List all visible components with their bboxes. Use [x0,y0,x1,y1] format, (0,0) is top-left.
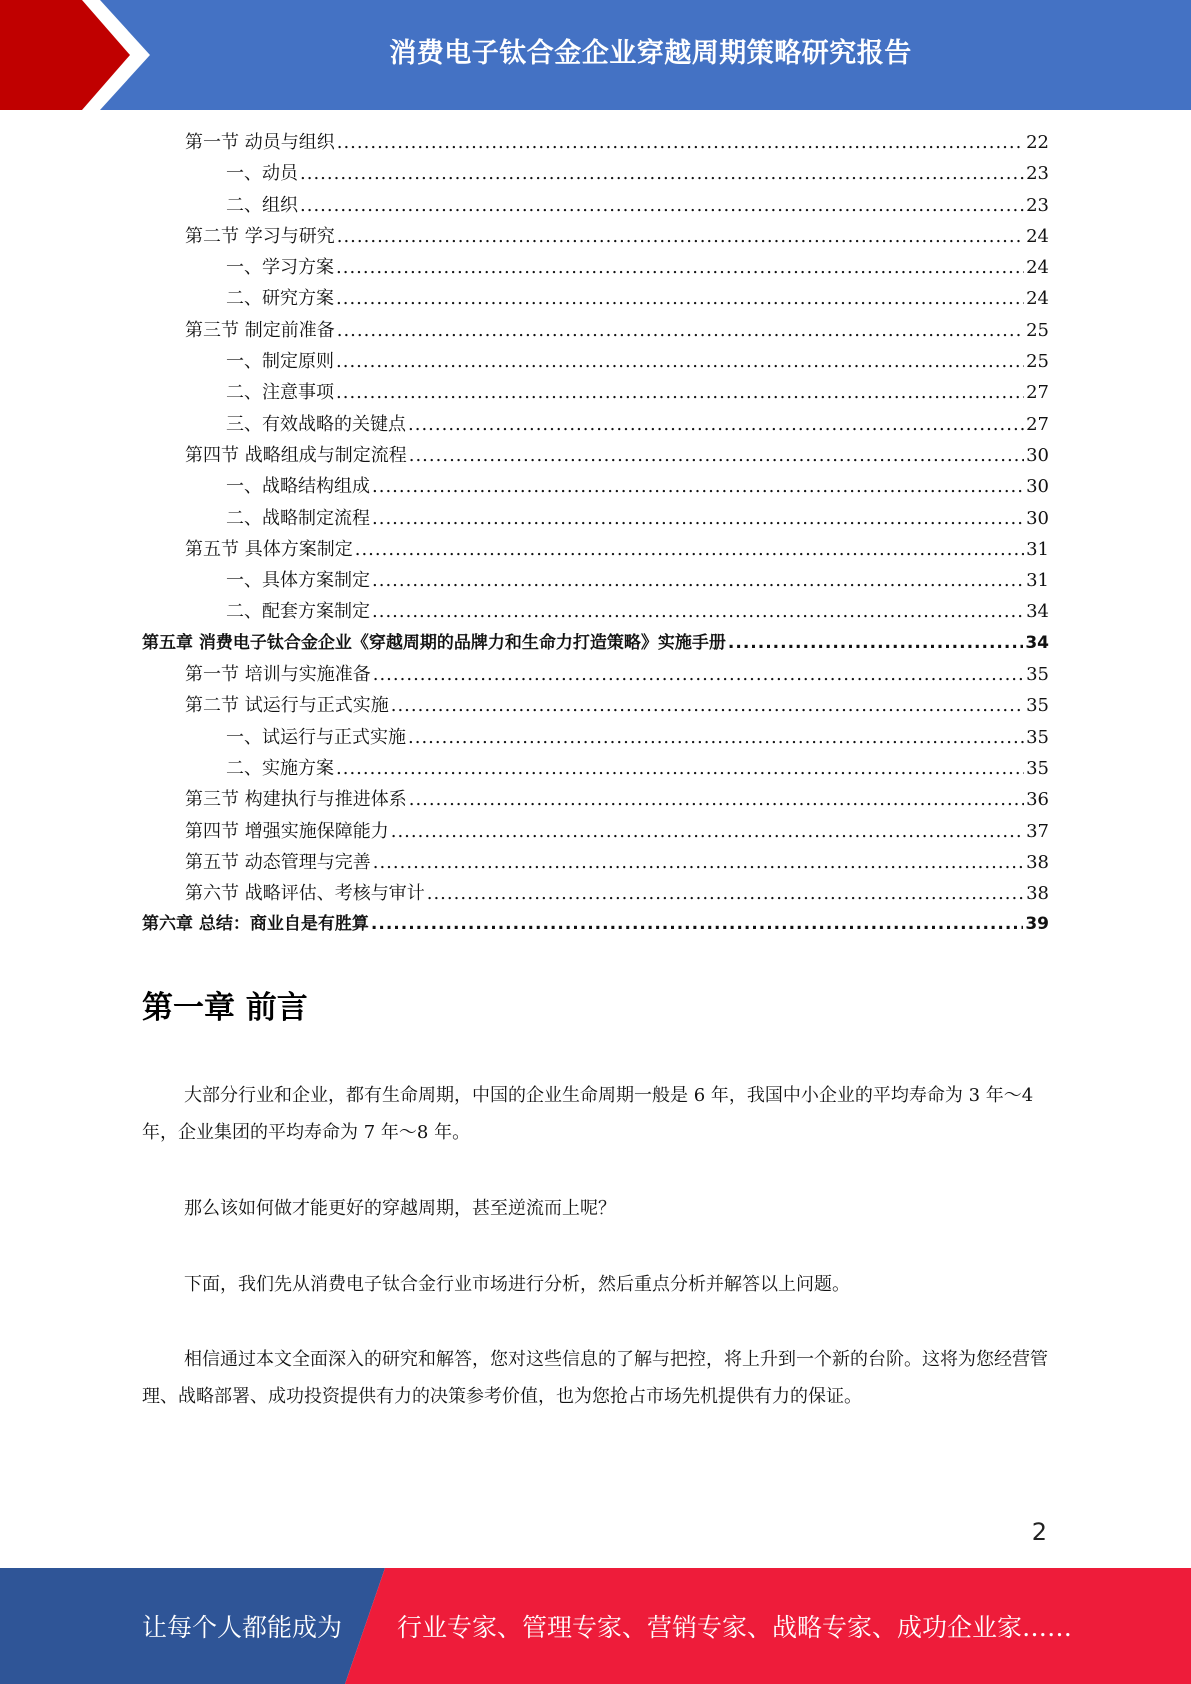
toc-entry-label: 三、有效战略的关键点 [226,413,406,435]
toc-entry-page: 27 [1026,413,1049,435]
toc-entry-page: 22 [1026,132,1049,153]
toc-entry-label: 一、试运行与正式实施 [226,726,406,748]
toc-entry[interactable] [142,127,1049,158]
toc-entry[interactable] [142,440,1049,471]
toc-entry-page: 27 [1026,382,1049,404]
toc-entry-page: 25 [1026,319,1049,341]
toc-entry-page: 24 [1026,288,1049,310]
toc-entry[interactable] [142,659,1049,690]
page-number: 2 [1031,1518,1047,1546]
toc-entry-label: 二、注意事项 [226,382,334,404]
toc-entry-page: 34 [1026,601,1049,623]
toc-dot-leader [300,190,1024,221]
toc-dot-leader [372,565,1024,596]
footer-slogan-roles: 行业专家、管理专家、营销专家、战略专家、成功企业家…… [397,1613,1073,1642]
toc-dot-leader [337,127,1024,158]
toc-dot-leader [300,158,1024,189]
toc-entry[interactable] [142,503,1049,534]
paragraph-question: 那么该如何做才能更好的穿越周期，甚至逆流而上呢？ [184,1198,616,1219]
toc-entry-label: 第四节 增强实施保障能力 [185,820,389,842]
toc-entry-page: 34 [1025,632,1049,653]
toc-dot-leader [355,534,1024,565]
toc-dot-leader [391,816,1024,847]
toc-dot-leader [336,283,1024,314]
toc-dot-leader [372,471,1024,502]
toc-dot-leader [372,596,1024,627]
toc-entry-page: 39 [1025,914,1049,935]
toc-entry[interactable] [142,471,1049,502]
toc-dot-leader [728,628,1023,659]
toc-entry[interactable] [142,190,1049,221]
toc-entry-page: 35 [1026,695,1049,717]
toc-entry-label: 第五节 动态管理与完善 [185,851,371,873]
toc-dot-leader [427,878,1024,909]
toc-entry-label: 二、实施方案 [226,757,334,779]
toc-dot-leader [336,753,1024,784]
toc-entry-page: 25 [1026,351,1049,373]
toc-entry[interactable] [142,690,1049,721]
toc-entry-page: 38 [1026,851,1049,873]
toc-entry[interactable] [142,252,1049,283]
toc-entry-label: 一、制定原则 [226,351,334,373]
toc-dot-leader [371,909,1023,940]
toc-entry-page: 24 [1026,225,1049,247]
toc-entry-page: 30 [1026,444,1049,466]
toc-entry[interactable] [142,565,1049,596]
paragraph-lifecycle: 大部分行业和企业，都有生命周期，中国的企业生命周期一般是 6 年，我国中小企业的平均寿命为 3 年～4 年，企业集团的平均寿命为 7 年～8 年。 [142,1085,1034,1143]
toc-dot-leader [373,847,1024,878]
toc-entry-label: 第五节 具体方案制定 [185,538,353,560]
toc-entry[interactable] [142,847,1049,878]
toc-dot-leader [336,346,1024,377]
toc-entry-label: 一、动员 [226,163,298,185]
toc-entry-label: 第四节 战略组成与制定流程 [185,444,407,466]
toc-entry-page: 38 [1026,883,1049,905]
toc-entry-page: 31 [1026,570,1049,592]
toc-entry-label: 第六节 战略评估、考核与审计 [185,883,425,905]
toc-dot-leader [408,722,1024,753]
toc-entry[interactable] [142,816,1049,847]
report-title: 消费电子钛合金企业穿越周期策略研究报告 [389,37,912,69]
toc-entry[interactable] [142,283,1049,314]
toc-entry-page: 31 [1026,538,1049,560]
toc-entry-page: 24 [1026,257,1049,279]
toc-entry-label: 二、组织 [226,194,298,216]
toc-dot-leader [409,440,1024,471]
toc-entry-page: 35 [1026,726,1049,748]
toc-entry-label: 二、配套方案制定 [226,601,370,623]
toc-entry-label: 一、学习方案 [226,257,334,279]
table-of-contents [142,127,1049,941]
toc-dot-leader [391,690,1024,721]
toc-entry[interactable] [142,158,1049,189]
toc-entry-label: 第五章 消费电子钛合金企业《穿越周期的品牌力和生命力打造策略》实施手册 [142,632,726,653]
toc-dot-leader [336,252,1024,283]
toc-entry-page: 30 [1026,507,1049,529]
toc-dot-leader [373,659,1024,690]
toc-entry[interactable] [142,628,1049,659]
toc-entry[interactable] [142,878,1049,909]
toc-entry-page: 35 [1026,664,1049,686]
toc-entry-label: 第三节 构建执行与推进体系 [185,789,407,811]
toc-dot-leader [409,784,1024,815]
toc-dot-leader [337,221,1024,252]
toc-entry-page: 30 [1026,476,1049,498]
toc-entry-page: 37 [1026,820,1049,842]
toc-dot-leader [408,409,1024,440]
toc-entry-label: 二、战略制定流程 [226,507,370,529]
toc-entry-label: 第二节 学习与研究 [185,225,335,247]
toc-entry[interactable] [142,784,1049,815]
toc-entry-page: 23 [1026,194,1049,216]
toc-entry-label: 第一节 培训与实施准备 [185,664,371,686]
toc-entry-label: 第二节 试运行与正式实施 [185,695,389,717]
toc-entry-label: 二、研究方案 [226,288,334,310]
toc-entry-label: 第三节 制定前准备 [185,319,335,341]
toc-entry-label: 第六章 总结：商业自是有胜算 [142,914,369,935]
toc-dot-leader [336,377,1024,408]
toc-entry[interactable] [142,596,1049,627]
page-footer [0,1568,1191,1684]
toc-entry[interactable] [142,534,1049,565]
footer-slogan-lead: 让每个人都能成为 [142,1613,343,1642]
toc-entry-label: 第一节 动员与组织 [185,132,335,153]
toc-entry-page: 35 [1026,757,1049,779]
toc-entry[interactable] [142,377,1049,408]
toc-entry[interactable] [142,315,1049,346]
toc-entry[interactable] [142,409,1049,440]
toc-entry[interactable] [142,909,1049,940]
toc-dot-leader [337,315,1024,346]
toc-entry[interactable] [142,753,1049,784]
toc-entry[interactable] [142,221,1049,252]
chapter-heading: 第一章 前言 [142,990,308,1026]
paragraph-approach: 下面，我们先从消费电子钛合金行业市场进行分析，然后重点分析并解答以上问题。 [184,1274,850,1295]
paragraph-value: 相信通过本文全面深入的研究和解答，您对这些信息的了解与把控，将上升到一个新的台阶。这将为您经营管理、战略部署、成功投资提供有力的决策参考价值，也为您抢占市场先机提供有力的保证。 [142,1349,1048,1407]
toc-entry-label: 一、具体方案制定 [226,570,370,592]
toc-entry-page: 23 [1026,163,1049,185]
toc-entry[interactable] [142,722,1049,753]
toc-entry-page: 36 [1026,789,1049,811]
toc-dot-leader [372,503,1024,534]
toc-entry[interactable] [142,346,1049,377]
toc-entry-label: 一、战略结构组成 [226,476,370,498]
page-header [0,0,1191,110]
